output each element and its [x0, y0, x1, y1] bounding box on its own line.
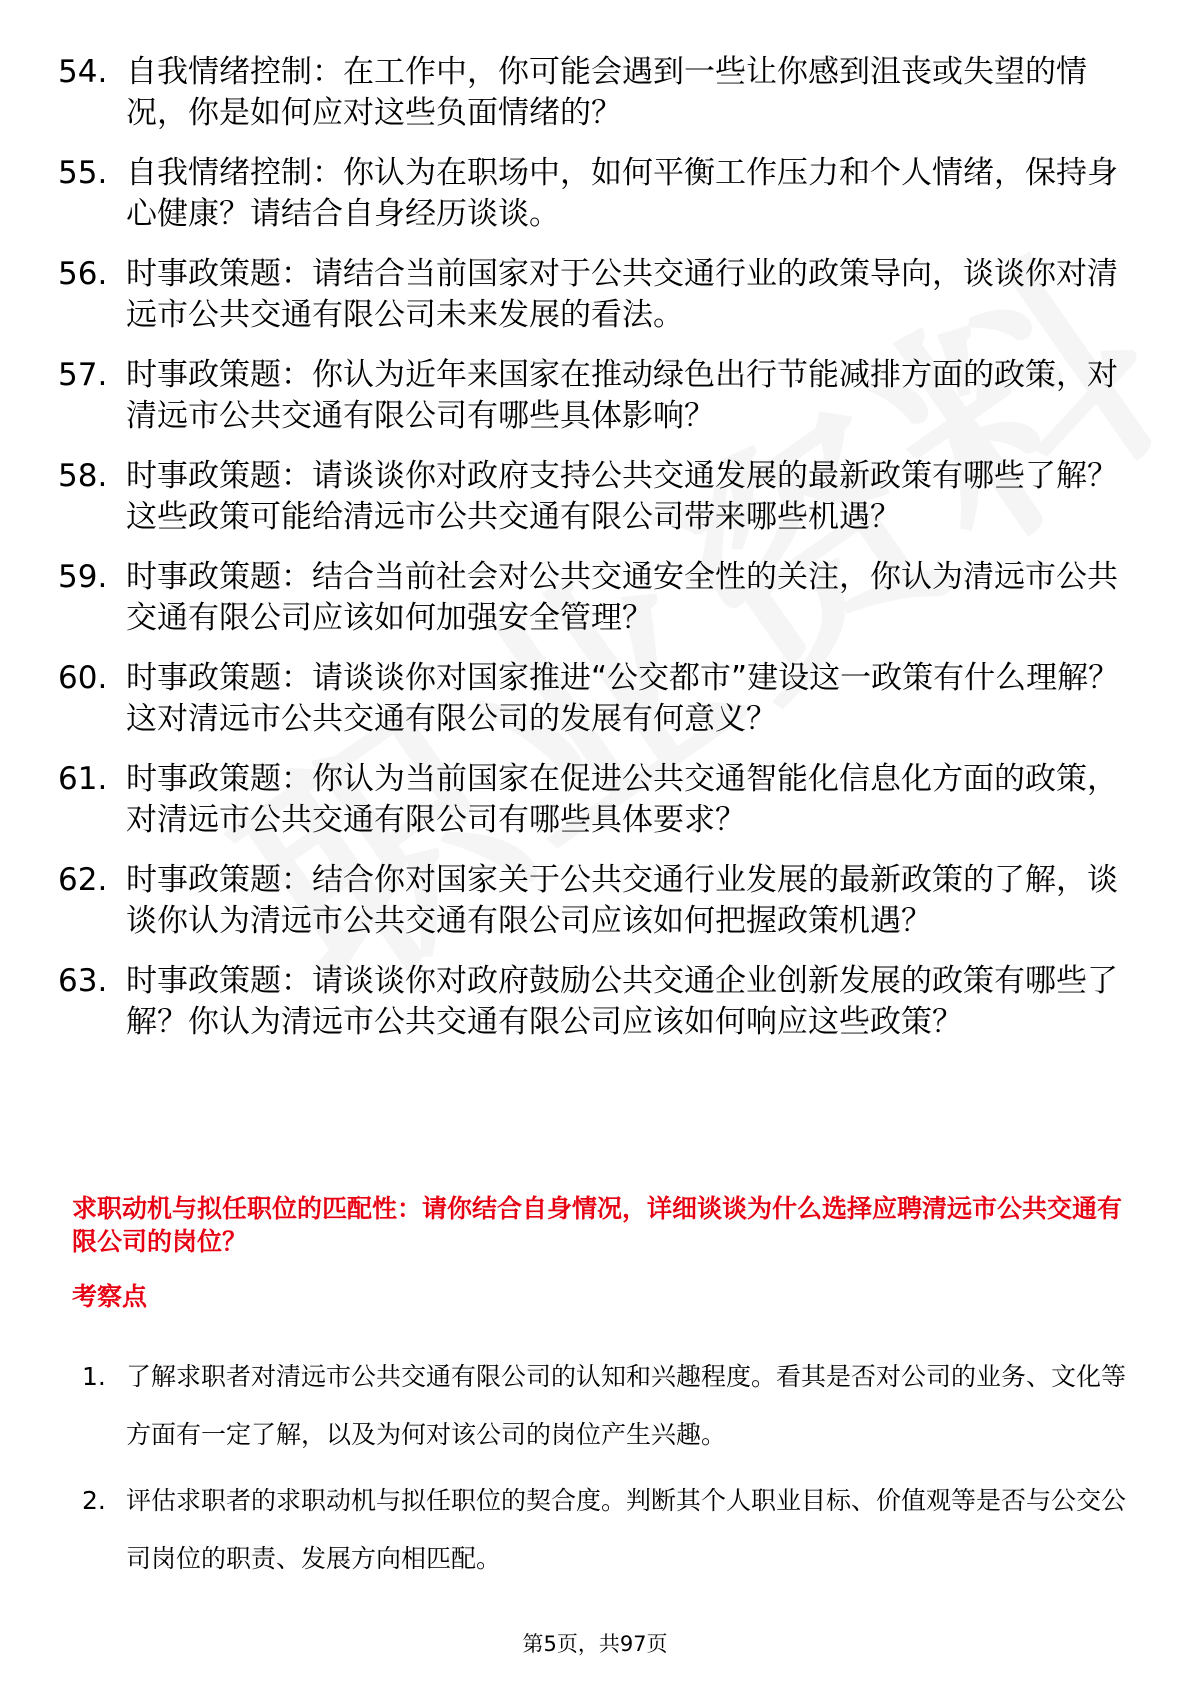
question-text: 时事政策题：请谈谈你对政府鼓励公共交通企业创新发展的政策有哪些了解？你认为清远市公共交通有限公司应该如何响应这些政策？ [126, 963, 1118, 1040]
question-number: 61. [58, 761, 108, 797]
point-number: 2. [82, 1486, 106, 1515]
list-item [58, 658, 1138, 740]
section-heading: 求职动机与拟任职位的匹配性：请你结合自身情况，详细谈谈为什么选择应聘清远市公共交通有限公司的岗位？ [72, 1194, 1123, 1256]
question-number: 60. [58, 660, 108, 696]
point-text: 评估求职者的求职动机与拟任职位的契合度。判断其个人职业目标、价值观等是否与公交公司岗位的职责、发展方向相匹配。 [126, 1486, 1127, 1573]
point-text: 了解求职者对清远市公共交通有限公司的认知和兴趣程度。看其是否对公司的业务、文化等方面有一定了解，以及为何对该公司的岗位产生兴趣。 [126, 1362, 1127, 1449]
list-item [58, 456, 1138, 538]
question-text: 时事政策题：请谈谈你对政府支持公共交通发展的最新政策有哪些了解？这些政策可能给清远市公共交通有限公司带来哪些机遇？ [126, 458, 1118, 535]
question-number: 55. [58, 155, 108, 191]
question-number: 63. [58, 963, 108, 999]
question-text: 时事政策题：你认为当前国家在促进公共交通智能化信息化方面的政策，对清远市公共交通有限公司有哪些具体要求？ [126, 761, 1118, 838]
question-number: 59. [58, 559, 108, 595]
list-item [58, 153, 1138, 235]
question-text: 时事政策题：你认为近年来国家在推动绿色出行节能减排方面的政策，对清远市公共交通有限公司有哪些具体影响？ [126, 357, 1118, 434]
assessment-points-heading: 考察点 [72, 1282, 148, 1311]
assessment-points-list [82, 1348, 1142, 1596]
question-text: 自我情绪控制：在工作中，你可能会遇到一些让你感到沮丧或失望的情况，你是如何应对这些负面情绪的？ [126, 54, 1087, 131]
question-number: 62. [58, 862, 108, 898]
question-number: 57. [58, 357, 108, 393]
question-number: 56. [58, 256, 108, 292]
list-item [58, 355, 1138, 437]
question-list [58, 52, 1138, 1062]
question-text: 时事政策题：请结合当前国家对于公共交通行业的政策导向，谈谈你对清远市公共交通有限公司未来发展的看法。 [126, 256, 1118, 333]
list-item [58, 557, 1138, 639]
question-text: 时事政策题：请谈谈你对国家推进“公交都市”建设这一政策有什么理解？这对清远市公共交通有限公司的发展有何意义？ [126, 660, 1120, 737]
list-item [58, 254, 1138, 336]
list-item [58, 759, 1138, 841]
list-item [58, 961, 1138, 1043]
point-number: 1. [82, 1362, 106, 1391]
list-item [58, 52, 1138, 134]
question-text: 时事政策题：结合当前社会对公共交通安全性的关注，你认为清远市公共交通有限公司应该如何加强安全管理？ [126, 559, 1118, 636]
question-text: 自我情绪控制：你认为在职场中，如何平衡工作压力和个人情绪，保持身心健康？请结合自身经历谈谈。 [126, 155, 1118, 232]
question-number: 54. [58, 54, 108, 90]
list-item [58, 860, 1138, 942]
question-number: 58. [58, 458, 108, 494]
list-item [82, 1348, 1142, 1464]
list-item [82, 1472, 1142, 1588]
page-footer: 第5页，共97页 [522, 1632, 668, 1656]
question-text: 时事政策题：结合你对国家关于公共交通行业发展的最新政策的了解，谈谈你认为清远市公共交通有限公司应该如何把握政策机遇？ [126, 862, 1118, 939]
